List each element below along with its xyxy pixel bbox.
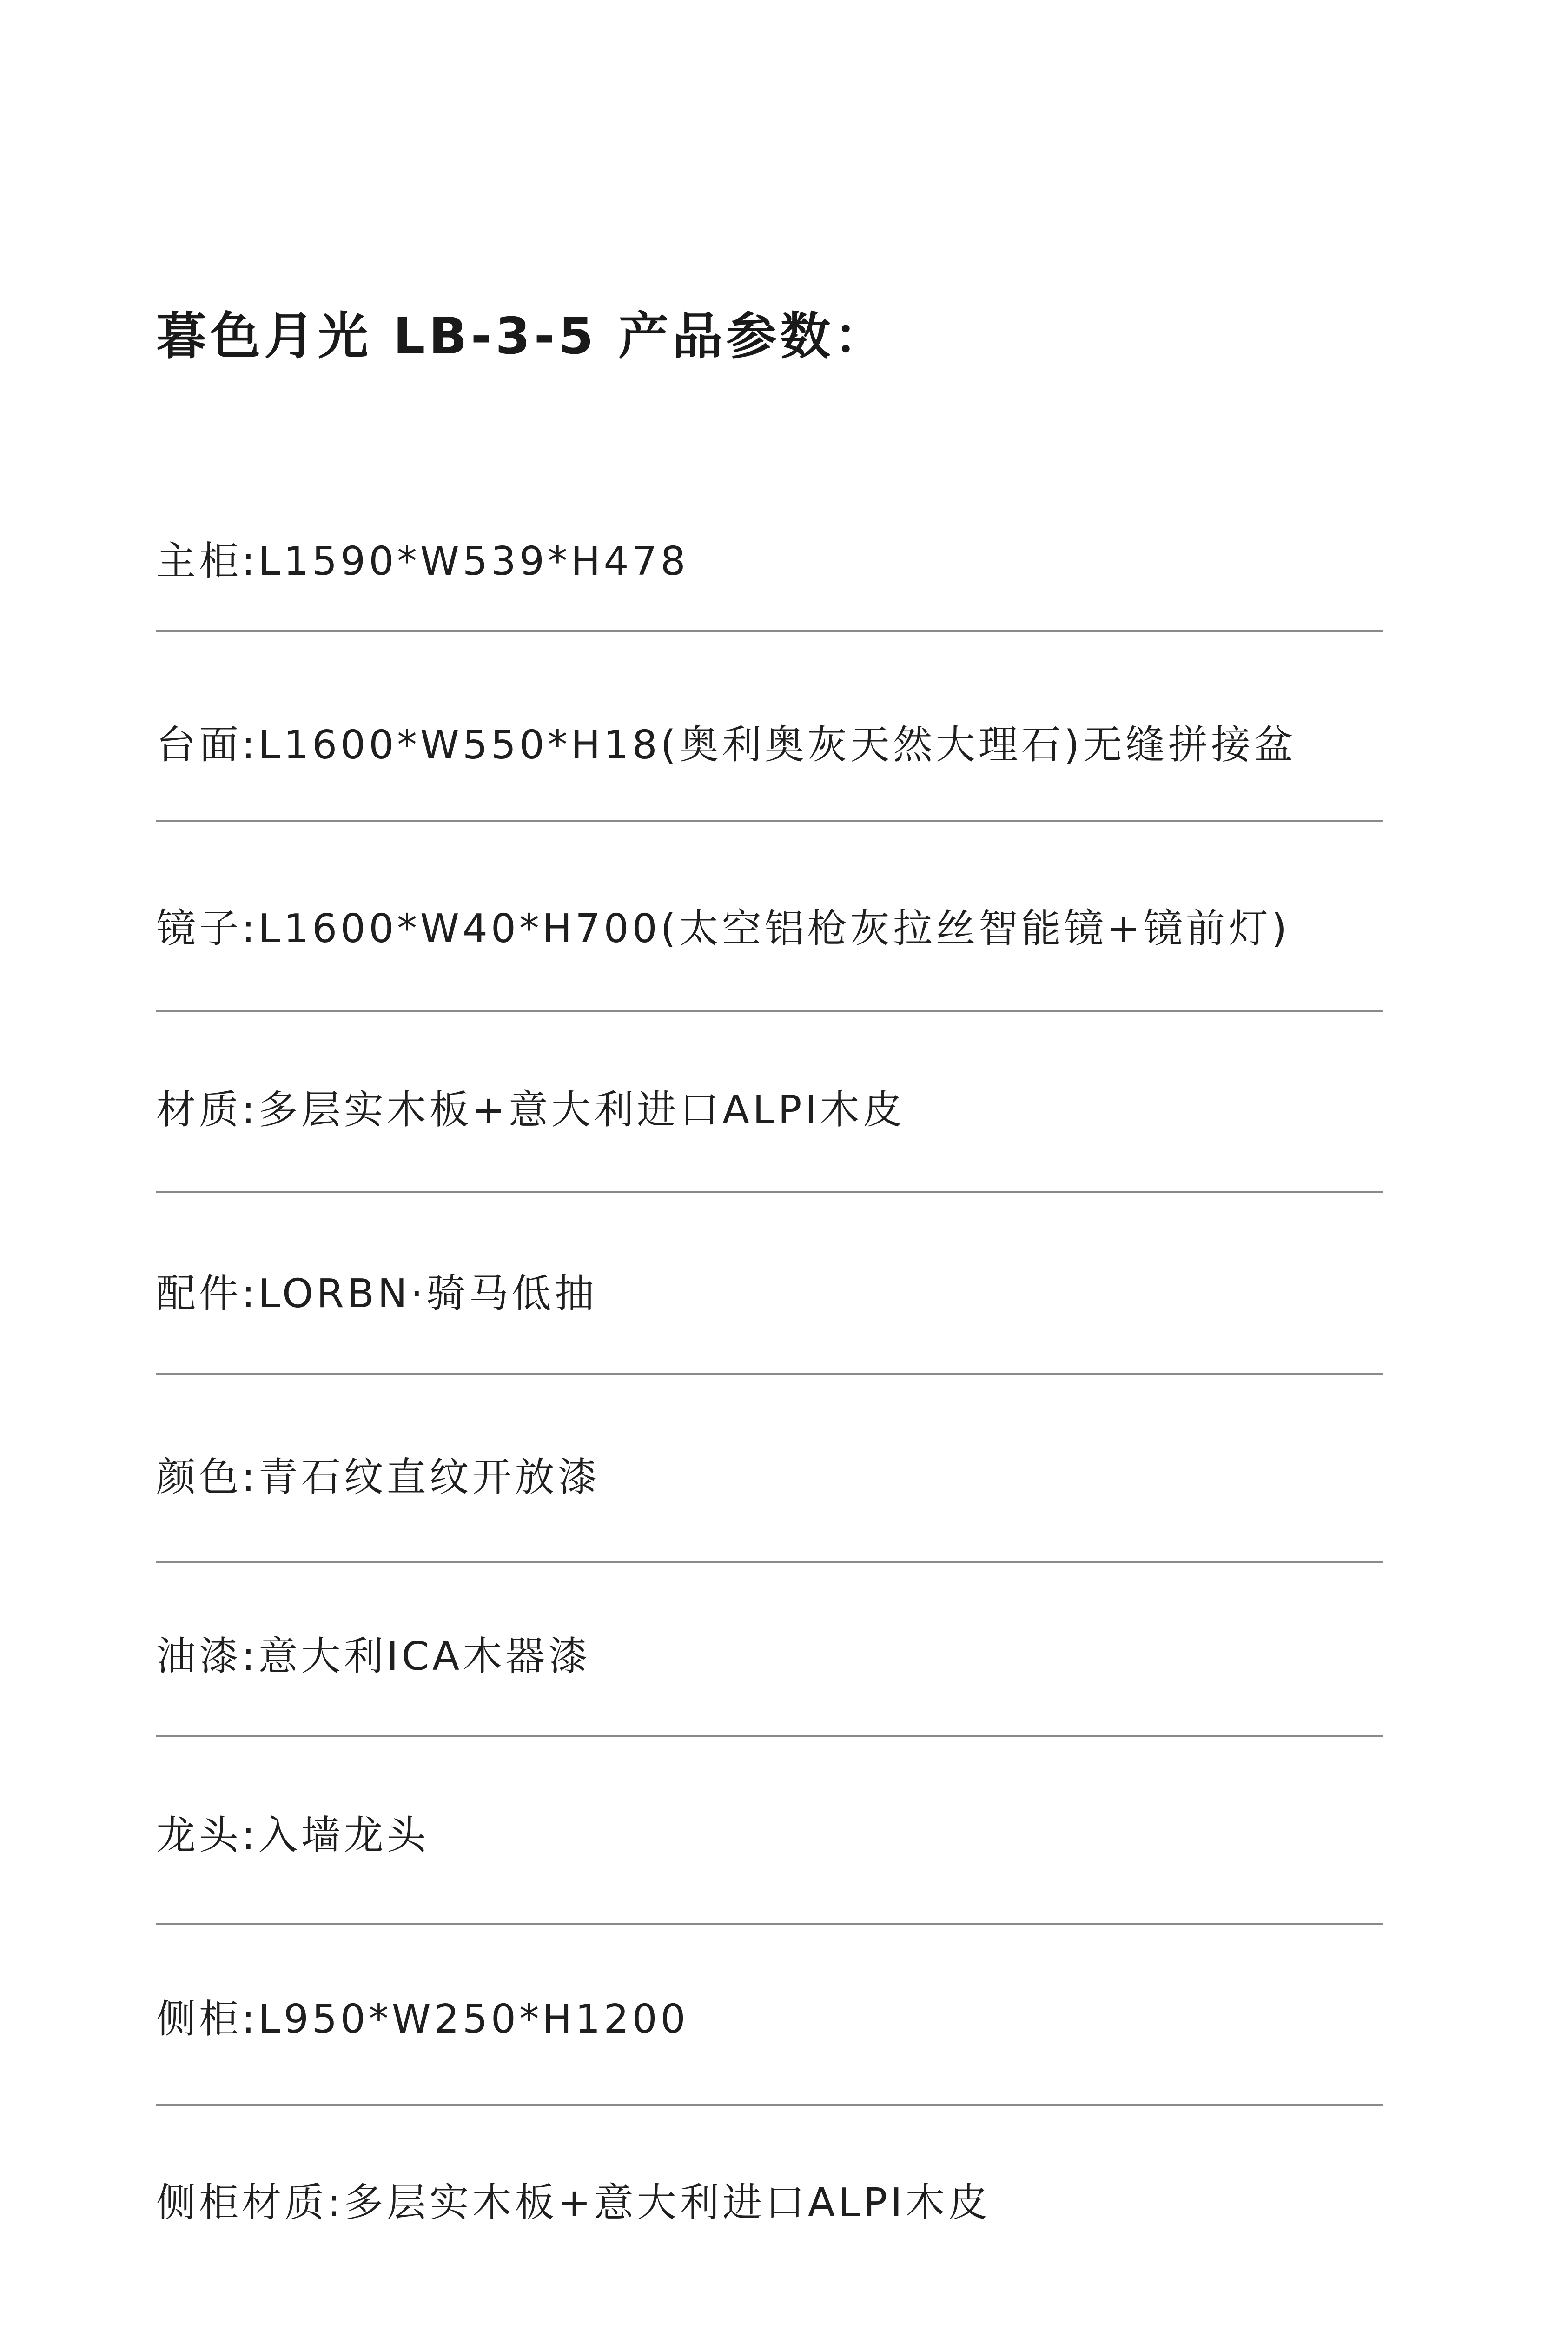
spec-side-cabinet-material: 侧柜材质:多层实木板+意大利进口ALPI木皮 (156, 2180, 991, 2226)
divider (156, 1735, 1383, 1737)
divider (156, 1923, 1383, 1925)
divider (156, 1191, 1383, 1193)
spec-faucet: 龙头:入墙龙头 (156, 1813, 430, 1859)
page-title: 暮色月光 LB-3-5 产品参数： (156, 307, 888, 365)
spec-color: 颜色:青石纹直纹开放漆 (156, 1455, 601, 1501)
spec-paint: 油漆:意大利ICA木器漆 (156, 1634, 591, 1680)
spec-side-cabinet: 侧柜:L950*W250*H1200 (156, 1996, 689, 2042)
divider (156, 1561, 1383, 1563)
divider (156, 1010, 1383, 1012)
spec-main-cabinet: 主柜:L1590*W539*H478 (156, 538, 689, 585)
spec-mirror: 镜子:L1600*W40*H700(太空铝枪灰拉丝智能镜+镜前灯) (156, 906, 1290, 952)
spec-material: 材质:多层实木板+意大利进口ALPI木皮 (156, 1087, 906, 1133)
spec-countertop: 台面:L1600*W550*H18(奥利奥灰天然大理石)无缝拼接盆 (156, 722, 1297, 768)
divider (156, 630, 1383, 632)
spec-accessories: 配件:LORBN·骑马低抽 (156, 1271, 597, 1317)
divider (156, 820, 1383, 822)
divider (156, 1373, 1383, 1375)
divider (156, 2104, 1383, 2106)
